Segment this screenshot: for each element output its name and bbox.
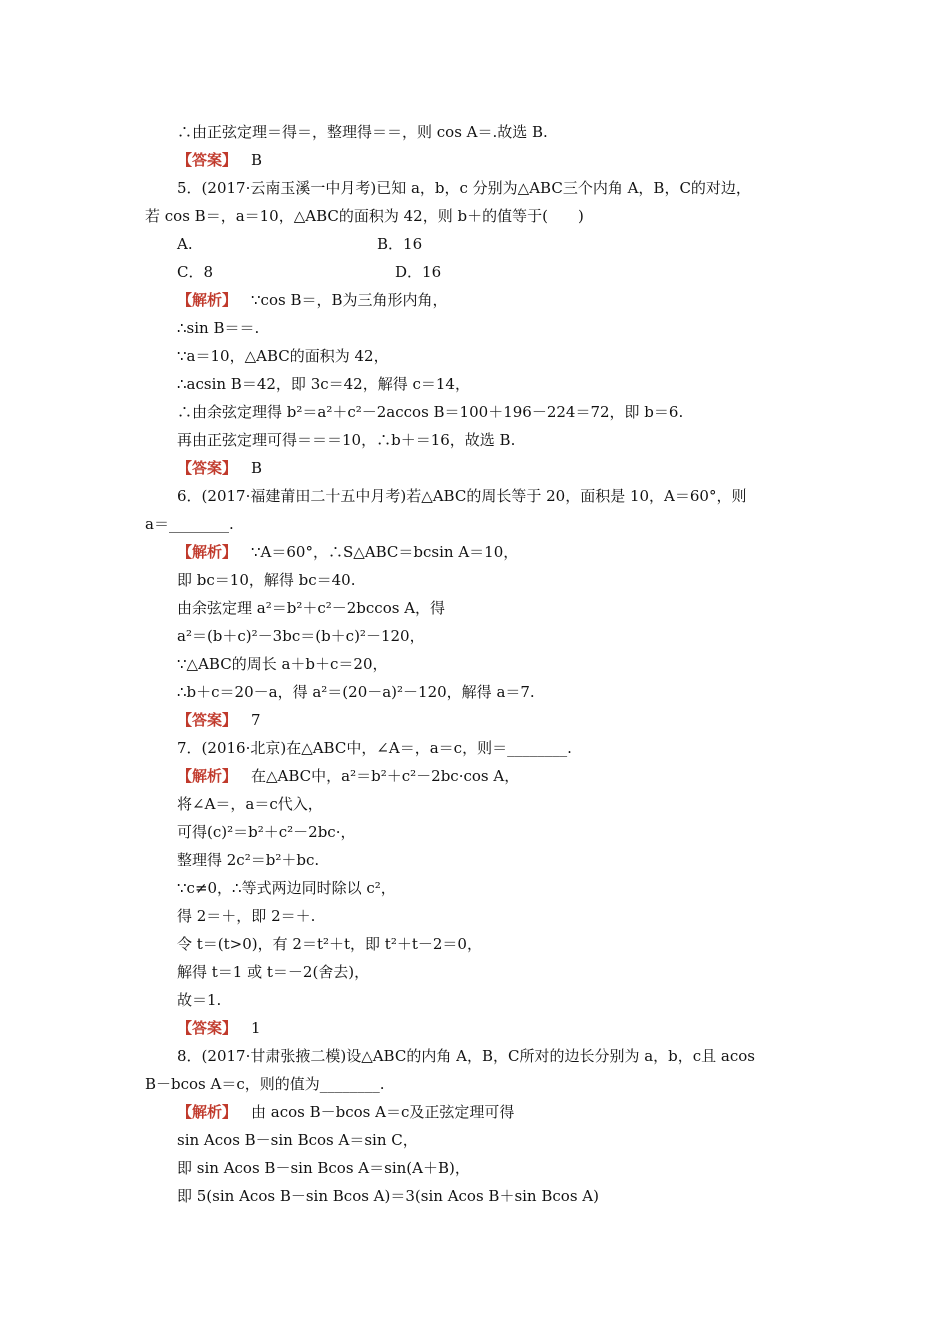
text-line [177, 906, 315, 926]
answer-value: 1 [251, 1019, 261, 1037]
question-text: 若 cos B＝，a＝10，△ABC的面积为 42，则 b＋的值等于( ) [145, 207, 584, 225]
analysis-line [177, 290, 448, 310]
text-line [177, 1158, 470, 1178]
text-line [177, 822, 355, 842]
answer-line [177, 1018, 261, 1038]
answer-tag: 【答案】 [177, 459, 238, 477]
question-8 [177, 1046, 755, 1066]
option-d: D．16 [395, 263, 442, 281]
line-text: 即 sin Acos B－sin Bcos A＝sin(A＋B)， [177, 1159, 470, 1177]
text-line [177, 402, 683, 422]
text-line [177, 122, 548, 142]
text-line [177, 794, 323, 814]
text-line [177, 682, 535, 702]
question-8-cont [145, 1074, 385, 1094]
question-7 [177, 738, 572, 758]
answer-tag: 【答案】 [177, 151, 238, 169]
line-text: 由余弦定理 a²＝b²＋c²－2bccos A，得 [177, 599, 446, 617]
text-line [177, 598, 445, 618]
line-text: 可得(c)²＝b²＋c²－2bc·， [177, 823, 356, 841]
line-text: ∴由余弦定理得 b²＝a²＋c²－2accos B＝100＋196－224＝72，即 b＝6. [177, 403, 684, 421]
analysis-line [177, 542, 518, 562]
line-text: ∵A＝60°，∴S△ABC＝bcsin A＝10， [251, 543, 519, 561]
question-5 [177, 178, 751, 198]
text-line [177, 430, 515, 450]
line-text: 令 t＝(t>0)，有 2＝t²＋t，即 t²＋t－2＝0， [177, 935, 482, 953]
text-line [177, 962, 369, 982]
line-text: a²＝(b＋c)²－3bc＝(b＋c)²－120， [177, 627, 425, 645]
option-b: B．16 [377, 235, 423, 253]
analysis-tag: 【解析】 [177, 291, 238, 309]
text-line [177, 1130, 418, 1150]
text-line [177, 990, 221, 1010]
question-5-cont [145, 206, 584, 226]
line-text: 整理得 2c²＝b²＋bc. [177, 851, 320, 869]
line-text: 即 5(sin Acos B－sin Bcos A)＝3(sin Acos B＋sin Bcos A) [177, 1187, 599, 1205]
question-text: 6．(2017·福建莆田二十五中月考)若△ABC的周长等于 20，面积是 10，A＝60°，则 [177, 487, 747, 505]
analysis-tag: 【解析】 [177, 543, 238, 561]
text-line [177, 626, 425, 646]
options-row [177, 262, 441, 282]
question-text: 5．(2017·云南玉溪一中月考)已知 a，b，c 分别为△ABC三个内角 A，B，C的对边， [177, 179, 751, 197]
line-text: ∵cos B＝，B为三角形内角， [251, 291, 448, 309]
question-6-cont [145, 514, 234, 534]
question-text: B－bcos A＝c，则的值为________. [145, 1075, 385, 1093]
answer-value: B [251, 459, 263, 477]
answer-line [177, 710, 261, 730]
line-text: ∴acsin B＝42，即 3c＝42，解得 c＝14， [177, 375, 470, 393]
text-line [177, 318, 259, 338]
line-text: 由 acos B－bcos A＝c及正弦定理可得 [251, 1103, 515, 1121]
question-text: a＝________. [145, 515, 234, 533]
answer-line [177, 458, 262, 478]
text-line [177, 346, 389, 366]
line-text: 在△ABC中，a²＝b²＋c²－2bc·cos A， [251, 767, 520, 785]
text-line [177, 1186, 599, 1206]
analysis-line [177, 766, 519, 786]
line-text: ∴由正弦定理＝得＝，整理得＝＝，则 cos A＝.故选 B. [177, 123, 548, 141]
line-text: 再由正弦定理可得＝＝＝10，∴b＋＝16，故选 B. [177, 431, 516, 449]
question-text: 7．(2016·北京)在△ABC中，∠A＝，a＝c，则＝________. [177, 739, 572, 757]
option-a: A. [177, 235, 193, 253]
question-6 [177, 486, 746, 506]
text-line [177, 374, 470, 394]
options-row [177, 234, 422, 254]
line-text: 解得 t＝1 或 t＝－2(舍去)， [177, 963, 370, 981]
option-c: C．8 [177, 263, 214, 281]
line-text: 将∠A＝，a＝c代入， [177, 795, 323, 813]
question-text: 8．(2017·甘肃张掖二模)设△ABC的内角 A，B，C所对的边长分别为 a，b，c且 acos [177, 1047, 755, 1065]
text-line [177, 934, 482, 954]
text-line [177, 850, 319, 870]
analysis-tag: 【解析】 [177, 1103, 238, 1121]
line-text: 即 bc＝10，解得 bc＝40. [177, 571, 356, 589]
line-text: sin Acos B－sin Bcos A＝sin C， [177, 1131, 418, 1149]
line-text: ∴sin B＝＝. [177, 319, 260, 337]
answer-value: 7 [251, 711, 261, 729]
line-text: ∵c≠0，∴等式两边同时除以 c²， [177, 879, 396, 897]
text-line [177, 878, 396, 898]
line-text: 得 2＝＋，即 2＝＋. [177, 907, 316, 925]
answer-tag: 【答案】 [177, 711, 238, 729]
line-text: 故＝1. [177, 991, 222, 1009]
line-text: ∴b＋c＝20－a，得 a²＝(20－a)²－120，解得 a＝7. [177, 683, 535, 701]
line-text: ∵△ABC的周长 a＋b＋c＝20， [177, 655, 388, 673]
analysis-line [177, 1102, 514, 1122]
answer-line [177, 150, 262, 170]
text-line [177, 570, 356, 590]
answer-tag: 【答案】 [177, 1019, 238, 1037]
text-line [177, 654, 388, 674]
answer-value: B [251, 151, 263, 169]
analysis-tag: 【解析】 [177, 767, 238, 785]
line-text: ∵a＝10，△ABC的面积为 42， [177, 347, 389, 365]
